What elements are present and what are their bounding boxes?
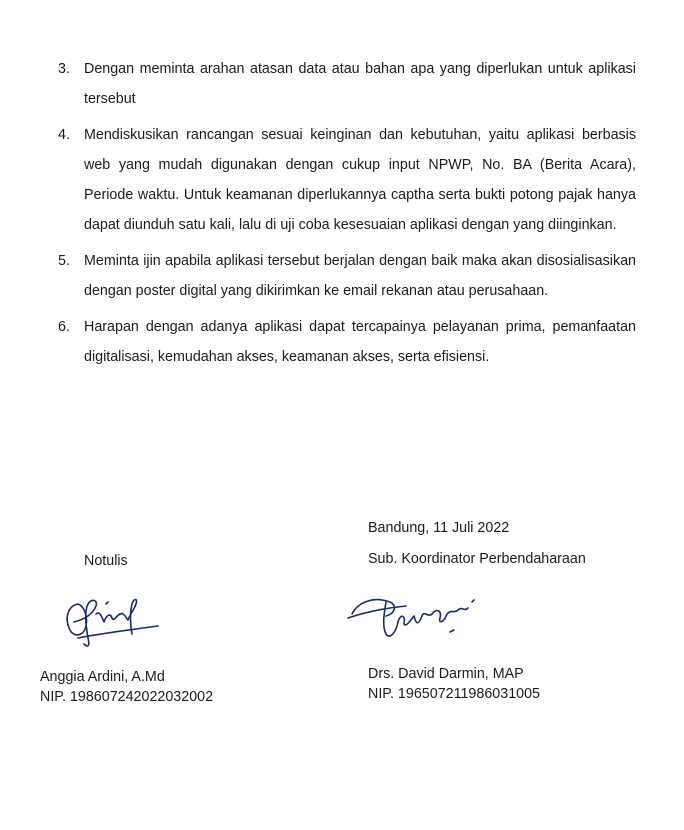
left-signatory-name: Anggia Ardini, A.Md xyxy=(40,669,165,685)
numbered-list xyxy=(58,54,636,378)
right-signatory-footer xyxy=(368,664,540,704)
list-item-5 xyxy=(58,246,636,306)
list-item-3 xyxy=(58,54,636,114)
left-signatory-header xyxy=(84,551,128,571)
list-item-text: Dengan meminta arahan atasan data atau bahan apa yang diperlukan untuk aplikasi tersebut xyxy=(84,61,636,107)
list-item-text: Mendiskusikan rancangan sesuai keinginan dan kebutuhan, yaitu aplikasi berbasis web yang mudah digunakan dengan cukup input NPWP, No. BA (Berita Acara), Periode waktu. Untuk keamanan diperlukannya captha serta bukti potong pajak hanya dapat diunduh satu kali, lalu di uji coba kesesuaian aplikasi dengan yang diinginkan. xyxy=(84,127,636,233)
right-signatory-nip: NIP. 196507211986031005 xyxy=(368,686,540,702)
right-signatory-header xyxy=(368,518,586,569)
right-signatory-name: Drs. David Darmin, MAP xyxy=(368,666,524,682)
left-signatory-footer xyxy=(40,667,213,707)
right-signatory-role: Sub. Koordinator Perbendaharaan xyxy=(368,551,586,567)
left-signatory-role: Notulis xyxy=(84,553,128,569)
left-signatory-nip: NIP. 198607242022032002 xyxy=(40,689,214,705)
list-item-number: 3. xyxy=(58,61,70,77)
place-date: Bandung, 11 Juli 2022 xyxy=(368,520,510,536)
right-signature xyxy=(346,588,496,644)
left-signature xyxy=(58,592,166,650)
list-item-text: Harapan dengan adanya aplikasi dapat tercapainya pelayanan prima, pemanfaatan digitalisasi, kemudahan akses, keamanan akses, serta efisiensi. xyxy=(84,319,636,365)
list-item-number: 4. xyxy=(58,127,70,143)
list-item-number: 6. xyxy=(58,319,70,335)
list-item-6 xyxy=(58,312,636,372)
list-item-number: 5. xyxy=(58,253,70,269)
list-item-4 xyxy=(58,120,636,240)
list-item-text: Meminta ijin apabila aplikasi tersebut berjalan dengan baik maka akan disosialisasikan dengan poster digital yang dikirimkan ke email rekanan atau perusahaan. xyxy=(84,253,636,299)
